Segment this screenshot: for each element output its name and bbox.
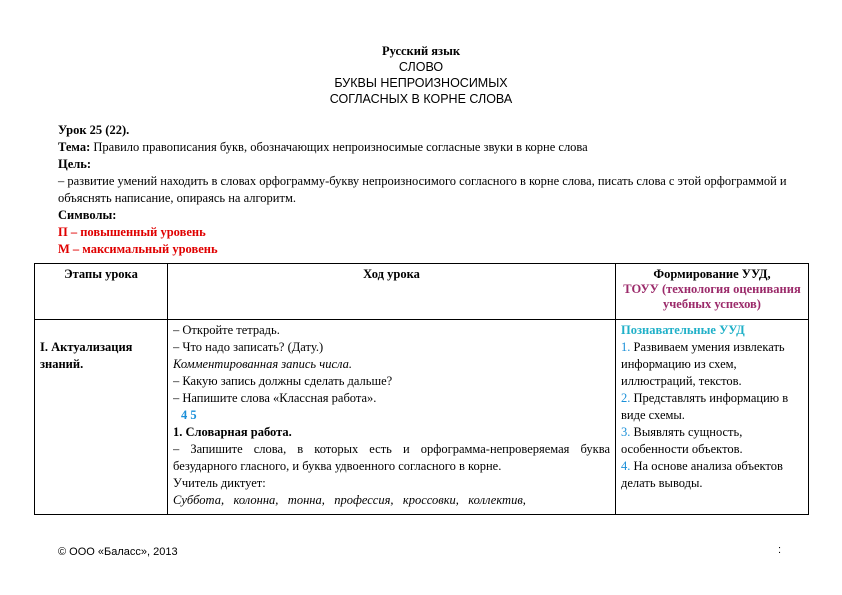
uud-item-text: На основе анализа объектов делать выводы. bbox=[621, 459, 783, 490]
header-course: Ход урока bbox=[168, 264, 616, 320]
slide-numbers: 4 5 bbox=[181, 408, 197, 422]
lesson-number: Урок 25 (22). bbox=[58, 123, 130, 137]
uud-heading: Познавательные УУД bbox=[621, 323, 745, 337]
uud-title: Формирование УУД, bbox=[653, 267, 771, 281]
lesson-topic bbox=[58, 139, 798, 156]
goal-text: – развитие умений находить в словах орфограмму-букву непроизносимого согласного в корне слова, писать слова с этой орфограммой и объяснять написание, опираясь на алгоритм. bbox=[58, 174, 787, 205]
course-line-1: – Откройте тетрадь. bbox=[173, 323, 280, 337]
uud-item-text: Развиваем умения извлекать информацию из схем, иллюстраций, текстов. bbox=[621, 340, 785, 388]
header-stages: Этапы урока bbox=[35, 264, 168, 320]
course-line-4: – Какую запись должны сделать дальше? bbox=[173, 374, 393, 388]
uud-item-number: 4. bbox=[621, 459, 631, 473]
vocab-text: – Запишите слова, в которых есть и орфограмма-непроверяемая буква безударного гласного, и буква удвоенного согласного в корне. bbox=[173, 442, 610, 473]
subject-heading: Русский язык bbox=[381, 44, 461, 58]
course-line-2: – Что надо записать? (Дату.) bbox=[173, 340, 324, 354]
uud-item-text: Представлять информацию в виде схемы. bbox=[621, 391, 789, 422]
table-row bbox=[35, 320, 809, 515]
uud-subtitle: ТОУУ (технология оценивания учебных успехов) bbox=[623, 282, 801, 311]
symbol-m: М – максимальный уровень bbox=[58, 242, 218, 256]
uud-item-text: Выявлять сущность, особенности объектов. bbox=[621, 425, 743, 456]
stage-name: I. Актуализация знаний. bbox=[40, 340, 133, 371]
topic-text: Правило правописания букв, обозначающих непроизносимые согласные звуки в корне слова bbox=[93, 140, 588, 154]
course-cell bbox=[168, 320, 616, 515]
title-line-1: СЛОВО bbox=[398, 60, 444, 74]
topic-label: Тема: bbox=[58, 140, 91, 154]
course-line-3: Комментированная запись числа. bbox=[173, 357, 352, 371]
footer-mark: : bbox=[778, 544, 782, 556]
header-uud bbox=[616, 264, 809, 320]
vocab-title: 1. Словарная работа. bbox=[173, 425, 292, 439]
dictation-words: Суббота, колонна, тонна, профессия, кроссовки, коллектив, bbox=[173, 493, 526, 507]
uud-item-number: 3. bbox=[621, 425, 631, 439]
lesson-info bbox=[58, 122, 798, 258]
footer-copyright: © ООО «Баласс», 2013 bbox=[58, 546, 178, 558]
uud-item-number: 2. bbox=[621, 391, 631, 405]
goal-label: Цель: bbox=[58, 157, 92, 171]
table-header-row bbox=[35, 264, 809, 320]
uud-item bbox=[621, 390, 803, 424]
title-line-3: СОГЛАСНЫХ В КОРНЕ СЛОВА bbox=[329, 92, 513, 106]
title-line-2: БУКВЫ НЕПРОИЗНОСИМЫХ bbox=[334, 76, 508, 90]
course-line-5: – Напишите слова «Классная работа». bbox=[173, 391, 377, 405]
symbols-label: Символы: bbox=[58, 208, 117, 222]
uud-item bbox=[621, 458, 803, 492]
uud-item bbox=[621, 424, 803, 458]
symbol-p: П – повышенный уровень bbox=[58, 225, 206, 239]
lesson-table bbox=[34, 263, 809, 515]
uud-item-number: 1. bbox=[621, 340, 631, 354]
stage-cell bbox=[35, 320, 168, 515]
uud-cell bbox=[616, 320, 809, 515]
dictation-label: Учитель диктует: bbox=[173, 476, 266, 490]
uud-item bbox=[621, 339, 803, 390]
